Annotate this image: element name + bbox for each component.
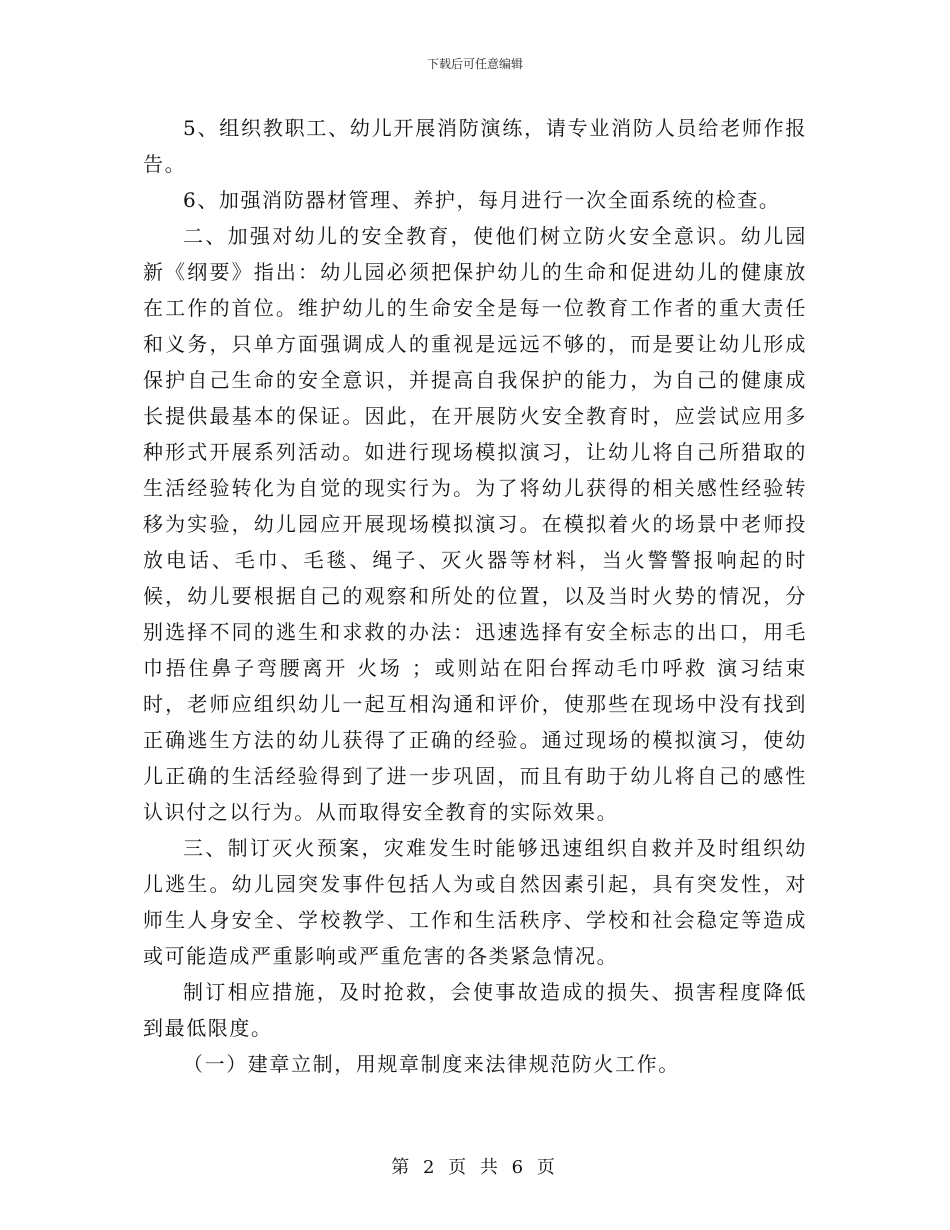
page-header: 下载后可任意编辑 bbox=[426, 57, 523, 71]
page-number: 第 2 页 共 6 页 bbox=[391, 1157, 559, 1178]
paragraph-item-5: 5、组织教职工、幼儿开展消防演练，请专业消防人员给老师作报告。 bbox=[143, 116, 807, 176]
paragraph-measures: 制订相应措施，及时抢救，会使事故造成的损失、损害程度降低到最低限度。 bbox=[143, 980, 807, 1040]
paragraph-section-3: 三、制订灭火预案，灾难发生时能够迅速组织自救并及时组织幼儿逃生。幼儿园突发事件包括人为或自然因素引起，具有突发性，对师生人身安全、学校教学、工作和生活秩序、学校和社会稳定等造成或可能造成严重影响或严重危害的各类紧急情况。 bbox=[143, 836, 807, 968]
paragraph-section-2: 二、加强对幼儿的安全教育，使他们树立防火安全意识。幼儿园新《纲要》指出：幼儿园必须把保护幼儿的生命和促进幼儿的健康放在工作的首位。维护幼儿的生命安全是每一位教育工作者的重大责任和义务，只单方面强调成人的重视是远远不够的，而是要让幼儿形成保护自己生命的安全意识，并提高自我保护的能力，为自己的健康成长提供最基本的保证。因此，在开展防火安全教育时，应尝试应用多种形式开展系列活动。如进行现场模拟演习，让幼儿将自己所猎取的生活经验转化为自觉的现实行为。为了将幼儿获得的相关感性经验转移为实验，幼儿园应开展现场模拟演习。在模拟着火的场景中老师投放电话、毛巾、毛毯、绳子、灭火器等材料，当火警警报响起的时候，幼儿要根据自己的观察和所处的位置，以及当时火势的情况，分别选择不同的逃生和求救的办法：迅速选择有安全标志的出口，用毛巾捂住鼻子弯腰离开 火场 ；或则站在阳台挥动毛巾呼救 演习结束时，老师应组织幼儿一起互相沟通和评价，使那些在现场中没有找到正确逃生方法的幼儿获得了正确的经验。通过现场的模拟演习，使幼儿正确的生活经验得到了进一步巩固，而且有助于幼儿将自己的感性认识付之以行为。从而取得安全教育的实际效果。 bbox=[143, 224, 807, 824]
document-body bbox=[143, 110, 807, 1082]
paragraph-item-6: 6、加强消防器材管理、养护，每月进行一次全面系统的检查。 bbox=[183, 188, 781, 212]
paragraph-subsection-1: （一）建章立制，用规章制度来法律规范防火工作。 bbox=[183, 1052, 680, 1076]
